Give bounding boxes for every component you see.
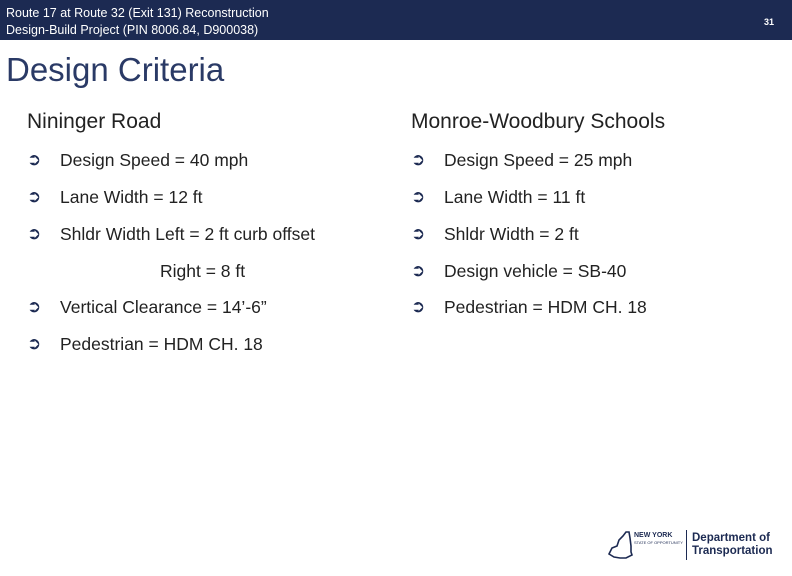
bullet-arrow-icon: ➲ <box>27 297 42 316</box>
project-title-line-2: Design-Build Project (PIN 8006.84, D900038) <box>6 23 259 37</box>
bullet-arrow-icon: ➲ <box>411 224 426 243</box>
slide-header <box>0 0 792 40</box>
left-item: Pedestrian = HDM CH. 18 <box>60 334 263 354</box>
bullet-arrow-icon: ➲ <box>27 187 42 206</box>
bullet-arrow-icon: ➲ <box>411 261 426 280</box>
project-title-line-1: Route 17 at Route 32 (Exit 131) Reconstruction <box>6 6 269 20</box>
logo-dept-line-2: Transportation <box>692 545 773 557</box>
right-item: Shldr Width = 2 ft <box>444 224 579 244</box>
page-title: Design Criteria <box>6 51 225 88</box>
logo-department-text <box>692 532 773 558</box>
logo-state-text: STATE OF OPPORTUNITY <box>634 540 683 545</box>
left-item: Design Speed = 40 mph <box>60 150 249 170</box>
logo-dept-line-1: Department of <box>692 532 770 544</box>
logo-new-york-text: NEW YORK <box>634 532 673 539</box>
left-item: Shldr Width Left = 2 ft curb offset <box>60 224 316 244</box>
bullet-arrow-icon: ➲ <box>411 150 426 169</box>
left-item: Lane Width = 12 ft <box>60 187 203 207</box>
bullet-arrow-icon: ➲ <box>411 297 426 316</box>
slide-number: 31 <box>763 17 774 27</box>
right-item: Lane Width = 11 ft <box>444 187 586 207</box>
logo-divider <box>686 530 687 560</box>
nysdot-logo <box>606 528 781 562</box>
bullet-arrow-icon: ➲ <box>411 187 426 206</box>
new-york-state-logo <box>606 528 686 562</box>
right-item: Pedestrian = HDM CH. 18 <box>444 297 647 317</box>
bullet-arrow-icon: ➲ <box>27 224 42 243</box>
right-item: Design Speed = 25 mph <box>444 150 633 170</box>
bullet-arrow-icon: ➲ <box>27 150 42 169</box>
bullet-arrow-icon: ➲ <box>27 334 42 353</box>
left-column-heading: Nininger Road <box>27 110 162 133</box>
right-column-heading: Monroe-Woodbury Schools <box>411 110 666 133</box>
left-item: Vertical Clearance = 14’-6” <box>60 297 267 317</box>
left-item-continuation: Right = 8 ft <box>160 261 246 281</box>
right-item: Design vehicle = SB-40 <box>444 261 627 281</box>
new-york-state-outline-icon <box>606 528 634 562</box>
